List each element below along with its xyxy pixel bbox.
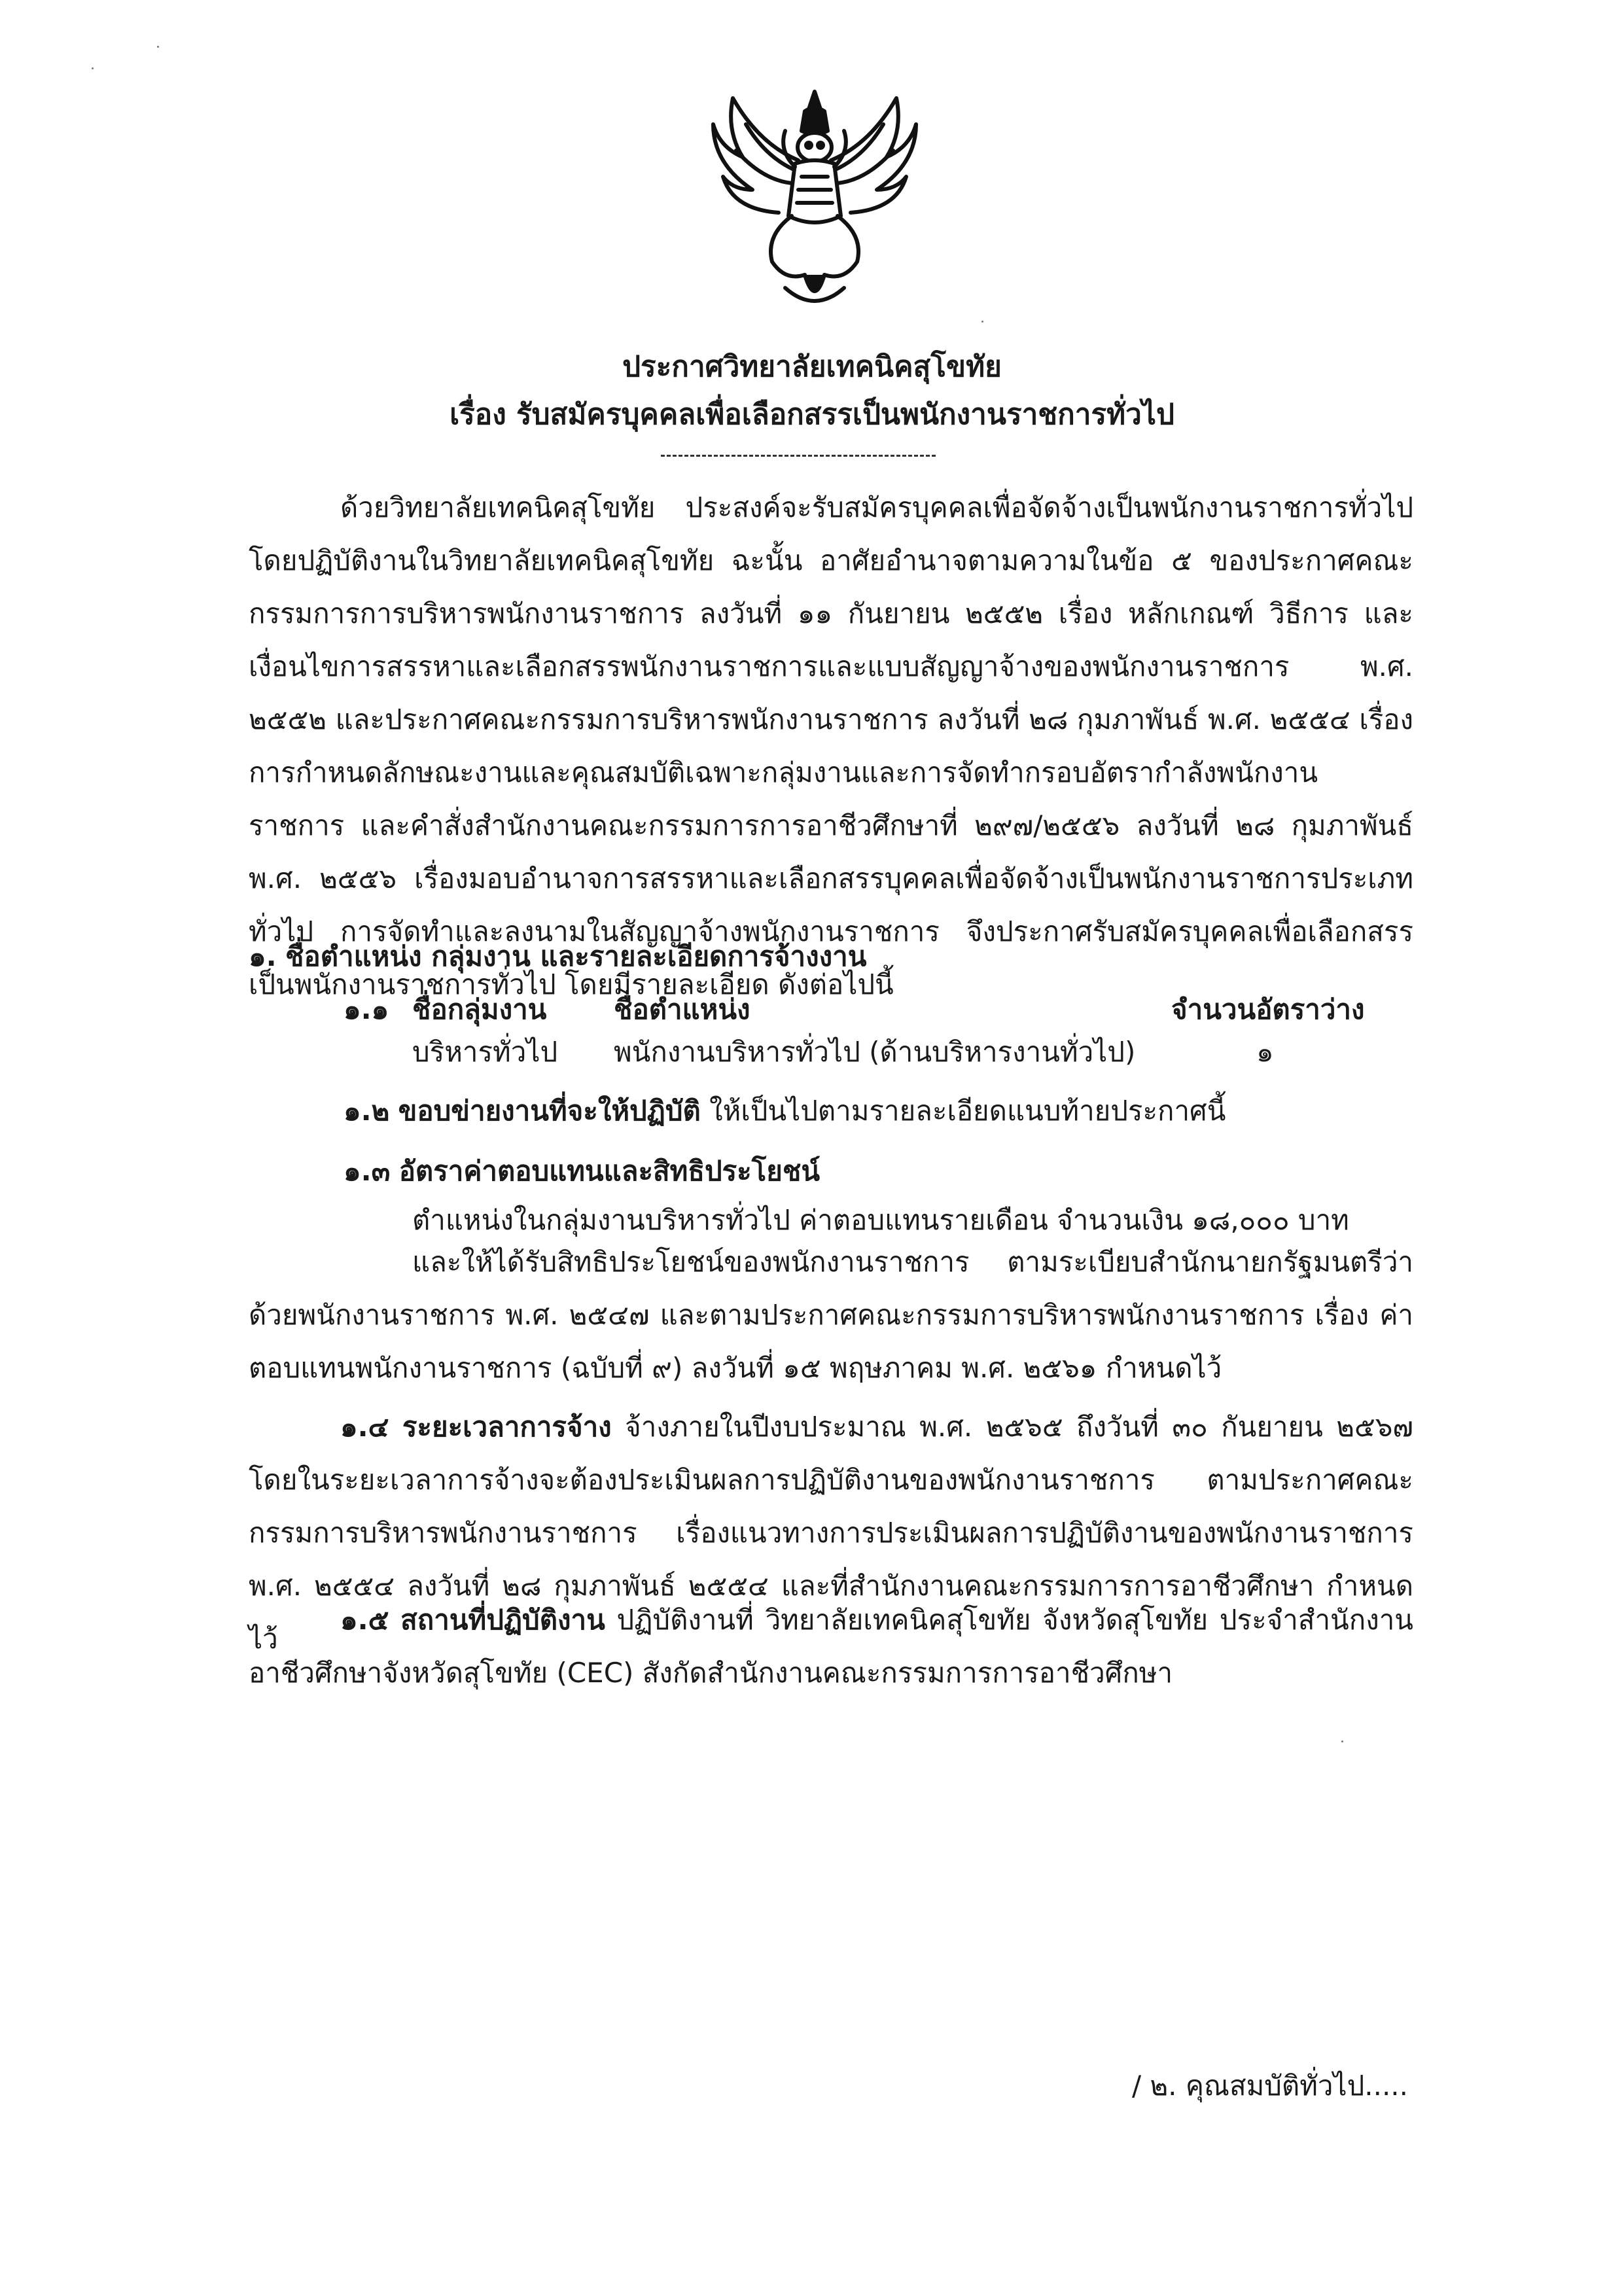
announcement-title: ประกาศวิทยาลัยเทคนิคสุโขทัย: [622, 350, 1002, 383]
s13-number: ๑.๓: [344, 1155, 391, 1187]
s11-col-group-header: ชื่อกลุ่มงาน: [412, 993, 547, 1025]
scan-speck: [92, 67, 94, 69]
s11-col-position-header: ชื่อตำแหน่ง: [614, 993, 750, 1025]
scan-speck: [1341, 1740, 1343, 1742]
s15-number: ๑.๕: [340, 1604, 389, 1636]
s11-number: ๑.๑: [344, 993, 389, 1025]
s11-vacancy-value: ๑: [1256, 1036, 1274, 1068]
s15-paragraph: [249, 1593, 1413, 1699]
s14-number: ๑.๔: [340, 1411, 389, 1443]
s14-text: จ้างภายในปีงบประมาณ พ.ศ. ๒๕๖๕ ถึงวันที่ ๓๐ กันยายน ๒๕๖๗ โดยในระยะเวลาการจ้างจะต้องประเมินผลการปฏิบัติงานของพนักงานราชการ ตามประกาศคณะกรรมการบริหารพนักงานราชการ เรื่องแนวทางการประเมินผลการปฏิบัติงานของพนักงานราชการ พ.ศ. ๒๕๕๔ ลงวันที่ ๒๘ กุมภาพันธ์ ๒๕๕๔ และที่สำนักงานคณะกรรมการการอาชีวศึกษา กำหนดไว้: [249, 1411, 1413, 1655]
continuation-note: / ๒. คุณสมบัติทั่วไป.....: [1132, 2070, 1409, 2102]
intro-paragraph: ด้วยวิทยาลัยเทคนิคสุโขทัย ประสงค์จะรับสมัครบุคคลเพื่อจัดจ้างเป็นพนักงานราชการทั่วไป โดยปฏิบัติงานในวิทยาลัยเทคนิคสุโขทัย ฉะนั้น อาศัยอำนาจตามความในข้อ ๕ ของประกาศคณะกรรมการการบริหารพนักงานราชการ ลงวันที่ ๑๑ กันยายน ๒๕๕๒ เรื่อง หลักเกณฑ์ วิธีการ และเงื่อนไขการสรรหาและเลือกสรรพนักงานราชการและแบบสัญญาจ้างของพนักงานราชการ พ.ศ. ๒๕๕๒ และประกาศคณะกรรมการบริหารพนักงานราชการ ลงวันที่ ๒๘ กุมภาพันธ์ พ.ศ. ๒๕๕๔ เรื่อง การกำหนดลักษณะงานและคุณสมบัติเฉพาะกลุ่มงานและการจัดทำกรอบอัตรากำลังพนักงานราชการ และคำสั่งสำนักงานคณะกรรมการการอาชีวศึกษาที่ ๒๙๗/๒๕๕๖ ลงวันที่ ๒๘ กุมภาพันธ์ พ.ศ. ๒๕๕๖ เรื่องมอบอำนาจการสรรหาและเลือกสรรบุคคลเพื่อจัดจ้างเป็นพนักงานราชการประเภททั่วไป การจัดทำและลงนามในสัญญาจ้างพนักงานราชการ จึงประกาศรับสมัครบุคคลเพื่อเลือกสรรเป็นพนักงานราชการทั่วไป โดยมีรายละเอียด ดังต่อไปนี้: [249, 491, 1413, 1000]
s11-group-value: บริหารทั่วไป: [412, 1036, 558, 1068]
s11-position-value: พนักงานบริหารทั่วไป (ด้านบริหารงานทั่วไป): [614, 1036, 1136, 1068]
s13-line2: และให้ได้รับสิทธิประโยชน์ของพนักงานราชการ ตามระเบียบสำนักนายกรัฐมนตรีว่าด้วยพนักงานราชการ พ.ศ. ๒๕๔๗ และตามประกาศคณะกรรมการบริหารพนักงานราชการ เรื่อง ค่าตอบแทนพนักงานราชการ (ฉบับที่ ๙) ลงวันที่ ๑๕ พฤษภาคม พ.ศ. ๒๕๖๑ กำหนดไว้: [249, 1246, 1413, 1384]
s13-title: อัตราค่าตอบแทนและสิทธิประโยชน์: [398, 1155, 821, 1187]
section-1-title: ชื่อตำแหน่ง กลุ่มงาน และรายละเอียดการจ้างงาน: [285, 940, 867, 972]
s12-text: ให้เป็นไปตามรายละเอียดแนบท้ายประกาศนี้: [700, 1095, 1226, 1127]
scan-speck: [981, 321, 983, 323]
announcement-subject: เรื่อง รับสมัครบุคคลเพื่อเลือกสรรเป็นพนักงานราชการทั่วไป: [450, 398, 1174, 431]
s13-line1: ตำแหน่งในกลุ่มงานบริหารทั่วไป ค่าตอบแทนรายเดือน จำนวนเงิน ๑๘,๐๐๐ บาท: [412, 1204, 1349, 1236]
s13-heading: [344, 1152, 820, 1191]
section-1-heading: [249, 937, 866, 976]
scan-speck: [157, 46, 159, 48]
s15-text: ปฏิบัติงานที่ วิทยาลัยเทคนิคสุโขทัย จังหวัดสุโขทัย ประจำสำนักงานอาชีวศึกษาจังหวัดสุโขทัย (CEC) สังกัดสำนักงานคณะกรรมการการอาชีวศึกษา: [249, 1604, 1413, 1689]
section-1-number: ๑.: [249, 940, 277, 972]
s12-line: [344, 1091, 1226, 1131]
s11-col-vacancy-header: จำนวนอัตราว่าง: [1171, 993, 1365, 1025]
s12-title: ขอบข่ายงานที่จะให้ปฏิบัติ: [398, 1095, 701, 1127]
garuda-emblem-icon: [707, 85, 923, 314]
s12-number: ๑.๒: [344, 1095, 390, 1127]
s14-title: ระยะเวลาการจ้าง: [402, 1411, 612, 1443]
s15-title: สถานที่ปฏิบัติงาน: [400, 1604, 605, 1636]
title-divider: [661, 455, 936, 457]
